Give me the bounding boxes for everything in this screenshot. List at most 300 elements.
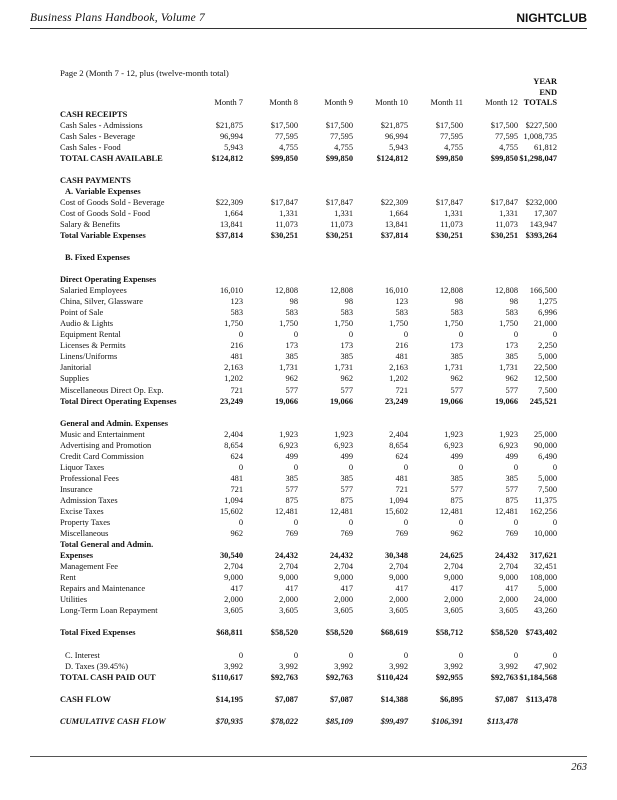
table-row <box>60 285 557 296</box>
table-row <box>60 429 557 440</box>
year-end-cell: 5,000 <box>538 584 557 594</box>
month-value-cell: 875 <box>285 495 298 505</box>
month-value-cell: 0 <box>293 462 298 472</box>
month-value-cell: 0 <box>293 518 298 528</box>
month-value-cell <box>188 109 243 120</box>
month-value-cell: 9,000 <box>499 573 518 583</box>
year-end-cell <box>518 418 557 429</box>
month-value-cell: $17,847 <box>325 197 353 207</box>
row-label: Professional Fees <box>60 473 119 483</box>
spacer-cell <box>60 705 557 716</box>
column-header-month-10: Month 10 <box>375 98 408 108</box>
month-value-cell <box>188 418 243 429</box>
month-value-cell: 16,010 <box>384 286 408 296</box>
table-row <box>60 153 557 164</box>
year-end-cell <box>518 252 557 263</box>
row-label: Janitorial <box>60 363 92 373</box>
month-value-cell: 0 <box>348 518 353 528</box>
month-value-cell: 1,731 <box>444 363 463 373</box>
month-value-cell: $22,309 <box>215 197 243 207</box>
month-value-cell: 1,664 <box>389 208 408 218</box>
month-value-cell: 577 <box>450 484 463 494</box>
month-value-cell: $92,763 <box>490 672 518 682</box>
month-value-cell: $17,847 <box>270 197 298 207</box>
year-end-cell: $393,264 <box>525 230 557 240</box>
table-row <box>60 661 557 672</box>
month-value-cell: 19,066 <box>439 396 463 406</box>
year-end-cell: 1,008,735 <box>523 131 557 141</box>
month-value-cell: 583 <box>395 308 408 318</box>
month-value-cell: $110,617 <box>212 672 243 682</box>
month-value-cell: 385 <box>285 352 298 362</box>
table-row <box>60 539 557 550</box>
table-row <box>60 694 557 705</box>
month-value-cell: $17,847 <box>490 197 518 207</box>
table-row <box>60 296 557 307</box>
table-row <box>60 716 557 727</box>
month-value-cell: 5,943 <box>389 142 408 152</box>
month-value-cell: 0 <box>403 518 408 528</box>
month-value-cell <box>298 109 353 120</box>
row-label: Excise Taxes <box>60 507 104 516</box>
month-value-cell <box>408 186 463 197</box>
year-end-cell: 1,275 <box>538 297 557 307</box>
column-header-month-11: Month 11 <box>430 98 463 108</box>
table-row <box>60 131 557 142</box>
month-value-cell: 385 <box>505 473 518 483</box>
month-value-cell: 481 <box>230 473 243 483</box>
month-value-cell: 4,755 <box>444 142 463 152</box>
month-value-cell: 577 <box>285 484 298 494</box>
year-end-cell <box>518 716 557 727</box>
month-value-cell: 962 <box>450 374 463 384</box>
month-value-cell: 1,331 <box>279 208 298 218</box>
row-label: Repairs and Maintenance <box>60 584 146 594</box>
year-end-cell: 90,000 <box>533 440 557 450</box>
row-label: Cash Sales - Beverage <box>60 131 136 141</box>
month-value-cell <box>298 186 353 197</box>
year-end-cell: 6,490 <box>538 451 557 461</box>
header-rule <box>30 28 587 29</box>
month-value-cell: 77,595 <box>274 131 298 141</box>
table-row <box>60 528 557 539</box>
month-value-cell: 499 <box>285 451 298 461</box>
month-value-cell: 12,481 <box>439 507 463 516</box>
month-value-cell: 0 <box>238 330 243 340</box>
row-label: Total Fixed Expenses <box>60 628 136 638</box>
row-label: Total General and Admin. <box>60 540 154 550</box>
row-label: D. Taxes (39.45%) <box>65 661 128 671</box>
row-label: Cost of Goods Sold - Food <box>60 208 151 218</box>
month-value-cell: 24,432 <box>329 551 353 561</box>
table-row <box>60 340 557 351</box>
month-value-cell: 24,432 <box>274 551 298 561</box>
month-value-cell: 4,755 <box>334 142 353 152</box>
month-value-cell: $7,087 <box>274 694 298 704</box>
row-label: Total Variable Expenses <box>60 230 146 240</box>
month-value-cell: 2,704 <box>279 562 298 572</box>
month-value-cell: 96,994 <box>384 131 408 141</box>
year-end-cell: 32,451 <box>533 562 557 572</box>
year-end-cell: 47,902 <box>533 661 557 671</box>
table-row <box>60 550 557 561</box>
column-header-month-9: Month 9 <box>324 98 353 108</box>
month-value-cell <box>408 175 463 186</box>
year-end-cell: $1,298,047 <box>519 153 557 163</box>
month-value-cell: 0 <box>238 650 243 660</box>
month-value-cell: 13,841 <box>219 219 243 229</box>
month-value-cell: 4,755 <box>499 142 518 152</box>
spacer-cell <box>60 407 557 418</box>
row-label: Liquor Taxes <box>60 462 105 472</box>
month-value-cell: 2,163 <box>389 363 408 373</box>
month-value-cell: $99,850 <box>270 153 298 163</box>
month-value-cell: 2,704 <box>389 562 408 572</box>
month-value-cell: $99,850 <box>490 153 518 163</box>
month-value-cell: 1,750 <box>499 319 518 329</box>
month-value-cell: $99,850 <box>325 153 353 163</box>
row-label: Licenses & Permits <box>60 341 126 351</box>
month-value-cell <box>188 175 243 186</box>
spacer-cell <box>60 639 557 650</box>
table-row <box>60 252 557 263</box>
month-value-cell: 385 <box>285 473 298 483</box>
table-row <box>60 362 557 373</box>
cash-flow-table <box>60 77 557 727</box>
month-value-cell: 1,731 <box>279 363 298 373</box>
table-body <box>60 109 557 727</box>
month-value-cell: 11,073 <box>275 219 298 229</box>
month-value-cell: 385 <box>505 352 518 362</box>
month-value-cell: 1,750 <box>444 319 463 329</box>
month-value-cell: 0 <box>238 518 243 528</box>
year-end-cell: $1,184,568 <box>519 672 557 682</box>
spacer-cell <box>60 164 557 175</box>
month-value-cell: $58,520 <box>270 628 298 638</box>
year-end-cell: 22,500 <box>533 363 557 373</box>
month-value-cell: 11,073 <box>495 219 518 229</box>
spacer-row <box>60 639 557 650</box>
month-value-cell: 0 <box>403 330 408 340</box>
month-value-cell <box>408 274 463 285</box>
month-value-cell: 1,664 <box>224 208 243 218</box>
month-value-cell: 24,625 <box>439 551 463 561</box>
table-row <box>60 396 557 407</box>
month-value-cell: 1,750 <box>279 319 298 329</box>
month-value-cell: 3,992 <box>334 661 353 671</box>
month-value-cell: $78,022 <box>270 716 298 726</box>
month-value-cell <box>463 418 518 429</box>
row-label: Insurance <box>60 484 93 494</box>
month-value-cell: 1,331 <box>334 208 353 218</box>
month-value-cell: 0 <box>403 650 408 660</box>
spacer-row <box>60 407 557 418</box>
month-value-cell: 23,249 <box>219 396 243 406</box>
row-label: Management Fee <box>60 562 118 572</box>
month-value-cell: 417 <box>450 584 463 594</box>
month-value-cell: 9,000 <box>334 573 353 583</box>
month-value-cell: 624 <box>395 451 408 461</box>
month-value-cell: 417 <box>505 584 518 594</box>
section-title: NIGHTCLUB <box>516 11 587 25</box>
month-value-cell: $30,251 <box>435 230 463 240</box>
month-value-cell: 5,943 <box>224 142 243 152</box>
row-label: Total Direct Operating Expenses <box>60 396 177 406</box>
table-row <box>60 627 557 638</box>
month-value-cell: 11,073 <box>440 219 463 229</box>
row-label: Advertising and Promotion <box>60 440 152 450</box>
table-row <box>60 373 557 384</box>
month-value-cell <box>298 274 353 285</box>
year-end-cell <box>518 186 557 197</box>
row-label: Long-Term Loan Repayment <box>60 606 158 616</box>
row-label: C. Interest <box>65 650 100 660</box>
column-header-month-8: Month 8 <box>269 98 298 108</box>
month-value-cell: 24,432 <box>494 551 518 561</box>
month-value-cell: 1,731 <box>499 363 518 373</box>
month-value-cell: 77,595 <box>439 131 463 141</box>
row-label: TOTAL CASH PAID OUT <box>60 672 156 682</box>
row-label: Cash Sales - Admissions <box>60 120 143 130</box>
year-end-cell: 7,500 <box>538 484 557 494</box>
month-value-cell <box>353 274 408 285</box>
month-value-cell: 2,000 <box>499 595 518 605</box>
month-value-cell: 1,331 <box>444 208 463 218</box>
year-end-cell: 61,812 <box>533 142 557 152</box>
month-value-cell: 2,704 <box>224 562 243 572</box>
month-value-cell: 962 <box>505 374 518 384</box>
year-end-cell: $113,478 <box>526 694 557 704</box>
month-value-cell: 962 <box>450 529 463 539</box>
year-end-cell <box>518 539 557 550</box>
table-row <box>60 572 557 583</box>
month-value-cell <box>243 539 298 550</box>
month-value-cell: 2,404 <box>389 429 408 439</box>
spacer-row <box>60 616 557 627</box>
header-label-cell <box>60 77 188 109</box>
row-label: Admission Taxes <box>60 495 118 505</box>
table-row <box>60 175 557 186</box>
month-value-cell: 385 <box>340 473 353 483</box>
month-value-cell: 577 <box>340 385 353 395</box>
month-value-cell: 1,750 <box>334 319 353 329</box>
row-label: General and Admin. Expenses <box>60 418 168 428</box>
month-value-cell <box>463 539 518 550</box>
month-value-cell: 98 <box>344 297 353 307</box>
year-end-cell: 0 <box>552 462 557 472</box>
month-value-cell: $17,847 <box>435 197 463 207</box>
year-end-cell: 162,256 <box>529 507 557 516</box>
row-label: Audio & Lights <box>60 319 114 329</box>
page-subtitle: Page 2 (Month 7 - 12, plus (twelve-month total) <box>60 68 229 78</box>
row-label: Expenses <box>60 551 94 561</box>
month-value-cell: 123 <box>395 297 408 307</box>
month-value-cell: 12,808 <box>439 286 463 296</box>
month-value-cell: 3,605 <box>224 606 243 616</box>
month-value-cell: 1,331 <box>499 208 518 218</box>
year-end-cell: 108,000 <box>529 573 557 583</box>
month-value-cell: 0 <box>348 650 353 660</box>
row-label: Equipment Rental <box>60 330 121 340</box>
month-value-cell <box>243 109 298 120</box>
month-value-cell <box>353 186 408 197</box>
month-value-cell: 385 <box>340 352 353 362</box>
month-value-cell: $37,814 <box>380 230 408 240</box>
month-value-cell <box>188 539 243 550</box>
year-end-cell: 43,260 <box>533 606 557 616</box>
month-value-cell: 0 <box>348 330 353 340</box>
month-value-cell: 1,923 <box>279 429 298 439</box>
row-label: China, Silver, Glassware <box>60 297 143 307</box>
table-row <box>60 583 557 594</box>
spacer-row <box>60 683 557 694</box>
month-value-cell: $92,763 <box>325 672 353 682</box>
month-value-cell <box>188 252 243 263</box>
year-end-cell: 17,307 <box>533 208 557 218</box>
month-value-cell: 499 <box>505 451 518 461</box>
month-value-cell <box>463 109 518 120</box>
month-value-cell: 385 <box>450 473 463 483</box>
month-value-cell: 875 <box>450 495 463 505</box>
book-title: Business Plans Handbook, Volume 7 <box>30 12 205 24</box>
month-value-cell: 417 <box>230 584 243 594</box>
month-value-cell: 2,704 <box>499 562 518 572</box>
month-value-cell: 0 <box>293 650 298 660</box>
month-value-cell: $17,500 <box>270 120 298 130</box>
table-row <box>60 495 557 506</box>
year-end-cell <box>518 109 557 120</box>
table-row <box>60 418 557 429</box>
month-value-cell: $106,391 <box>431 716 463 726</box>
month-value-cell: 417 <box>285 584 298 594</box>
month-value-cell: 12,808 <box>329 286 353 296</box>
year-end-cell: 0 <box>552 518 557 528</box>
year-end-cell: 5,000 <box>538 473 557 483</box>
month-value-cell: 0 <box>458 650 463 660</box>
row-label: Point of Sale <box>60 308 104 318</box>
month-value-cell: $99,850 <box>435 153 463 163</box>
month-value-cell: $124,812 <box>376 153 408 163</box>
row-label: Property Taxes <box>60 518 111 528</box>
month-value-cell: 2,704 <box>334 562 353 572</box>
month-value-cell: 8,654 <box>389 440 408 450</box>
month-value-cell: 173 <box>505 341 518 351</box>
month-value-cell: 19,066 <box>494 396 518 406</box>
month-value-cell: 1,923 <box>444 429 463 439</box>
table-row <box>60 120 557 131</box>
month-value-cell: 721 <box>230 484 243 494</box>
month-value-cell: 769 <box>395 529 408 539</box>
year-end-cell: 7,500 <box>538 385 557 395</box>
month-value-cell: 0 <box>238 462 243 472</box>
year-end-cell: 25,000 <box>533 429 557 439</box>
month-value-cell: 216 <box>230 341 243 351</box>
month-value-cell <box>298 418 353 429</box>
year-end-cell: 2,250 <box>538 341 557 351</box>
month-value-cell: 173 <box>285 341 298 351</box>
month-value-cell: 123 <box>230 297 243 307</box>
month-value-cell: 875 <box>505 495 518 505</box>
table-row <box>60 517 557 528</box>
column-header-month-12: Month 12 <box>485 98 518 108</box>
year-end-cell: 24,000 <box>533 595 557 605</box>
month-value-cell: 12,481 <box>494 507 518 516</box>
month-value-cell: $58,520 <box>490 628 518 638</box>
month-value-cell: 0 <box>513 462 518 472</box>
month-value-cell: 19,066 <box>329 396 353 406</box>
table-row <box>60 605 557 616</box>
month-value-cell: 0 <box>458 330 463 340</box>
month-value-cell: 583 <box>340 308 353 318</box>
month-value-cell: 173 <box>340 341 353 351</box>
month-value-cell: 0 <box>513 330 518 340</box>
month-value-cell <box>298 539 353 550</box>
month-value-cell: 962 <box>230 529 243 539</box>
table-row <box>60 650 557 661</box>
month-value-cell: 583 <box>450 308 463 318</box>
month-value-cell: 1,750 <box>224 319 243 329</box>
row-label: CUMULATIVE CASH FLOW <box>60 716 166 726</box>
month-value-cell: $30,251 <box>270 230 298 240</box>
month-value-cell: 12,808 <box>274 286 298 296</box>
month-value-cell: $58,520 <box>325 628 353 638</box>
month-value-cell: 3,992 <box>279 661 298 671</box>
month-value-cell: 3,605 <box>334 606 353 616</box>
month-value-cell: 2,000 <box>279 595 298 605</box>
month-value-cell: 577 <box>285 385 298 395</box>
month-value-cell: 30,348 <box>384 551 408 561</box>
month-value-cell: 2,000 <box>334 595 353 605</box>
month-value-cell: 962 <box>340 374 353 384</box>
month-value-cell: 577 <box>505 385 518 395</box>
month-value-cell <box>188 274 243 285</box>
year-end-cell: 11,375 <box>534 495 557 505</box>
column-header-month-7: Month 7 <box>214 98 243 108</box>
spacer-cell <box>60 616 557 627</box>
month-value-cell <box>243 418 298 429</box>
month-value-cell: 577 <box>340 484 353 494</box>
month-value-cell: 0 <box>458 518 463 528</box>
month-value-cell: $30,251 <box>325 230 353 240</box>
month-value-cell: 19,066 <box>274 396 298 406</box>
row-label: Cash Sales - Food <box>60 142 121 152</box>
month-value-cell: $14,195 <box>215 694 243 704</box>
row-label: Rent <box>60 573 76 583</box>
month-value-cell <box>353 252 408 263</box>
month-value-cell: 173 <box>450 341 463 351</box>
month-value-cell: 2,000 <box>389 595 408 605</box>
month-value-cell: 98 <box>509 297 518 307</box>
month-value-cell: 875 <box>340 495 353 505</box>
month-value-cell: 3,605 <box>389 606 408 616</box>
column-header-year-end: YEAR END TOTALS <box>523 77 557 107</box>
table-row <box>60 230 557 241</box>
month-value-cell: 4,755 <box>279 142 298 152</box>
month-value-cell: 0 <box>513 650 518 660</box>
month-value-cell: $124,812 <box>211 153 243 163</box>
month-value-cell: $85,109 <box>325 716 353 726</box>
year-end-cell: 143,947 <box>529 219 557 229</box>
table-row <box>60 274 557 285</box>
month-value-cell: 0 <box>348 462 353 472</box>
column-header-row <box>60 77 557 109</box>
month-value-cell: 15,602 <box>219 507 243 516</box>
month-value-cell: $7,087 <box>494 694 518 704</box>
table-row <box>60 109 557 120</box>
month-value-cell: 2,704 <box>444 562 463 572</box>
table-row <box>60 351 557 362</box>
month-value-cell <box>243 186 298 197</box>
